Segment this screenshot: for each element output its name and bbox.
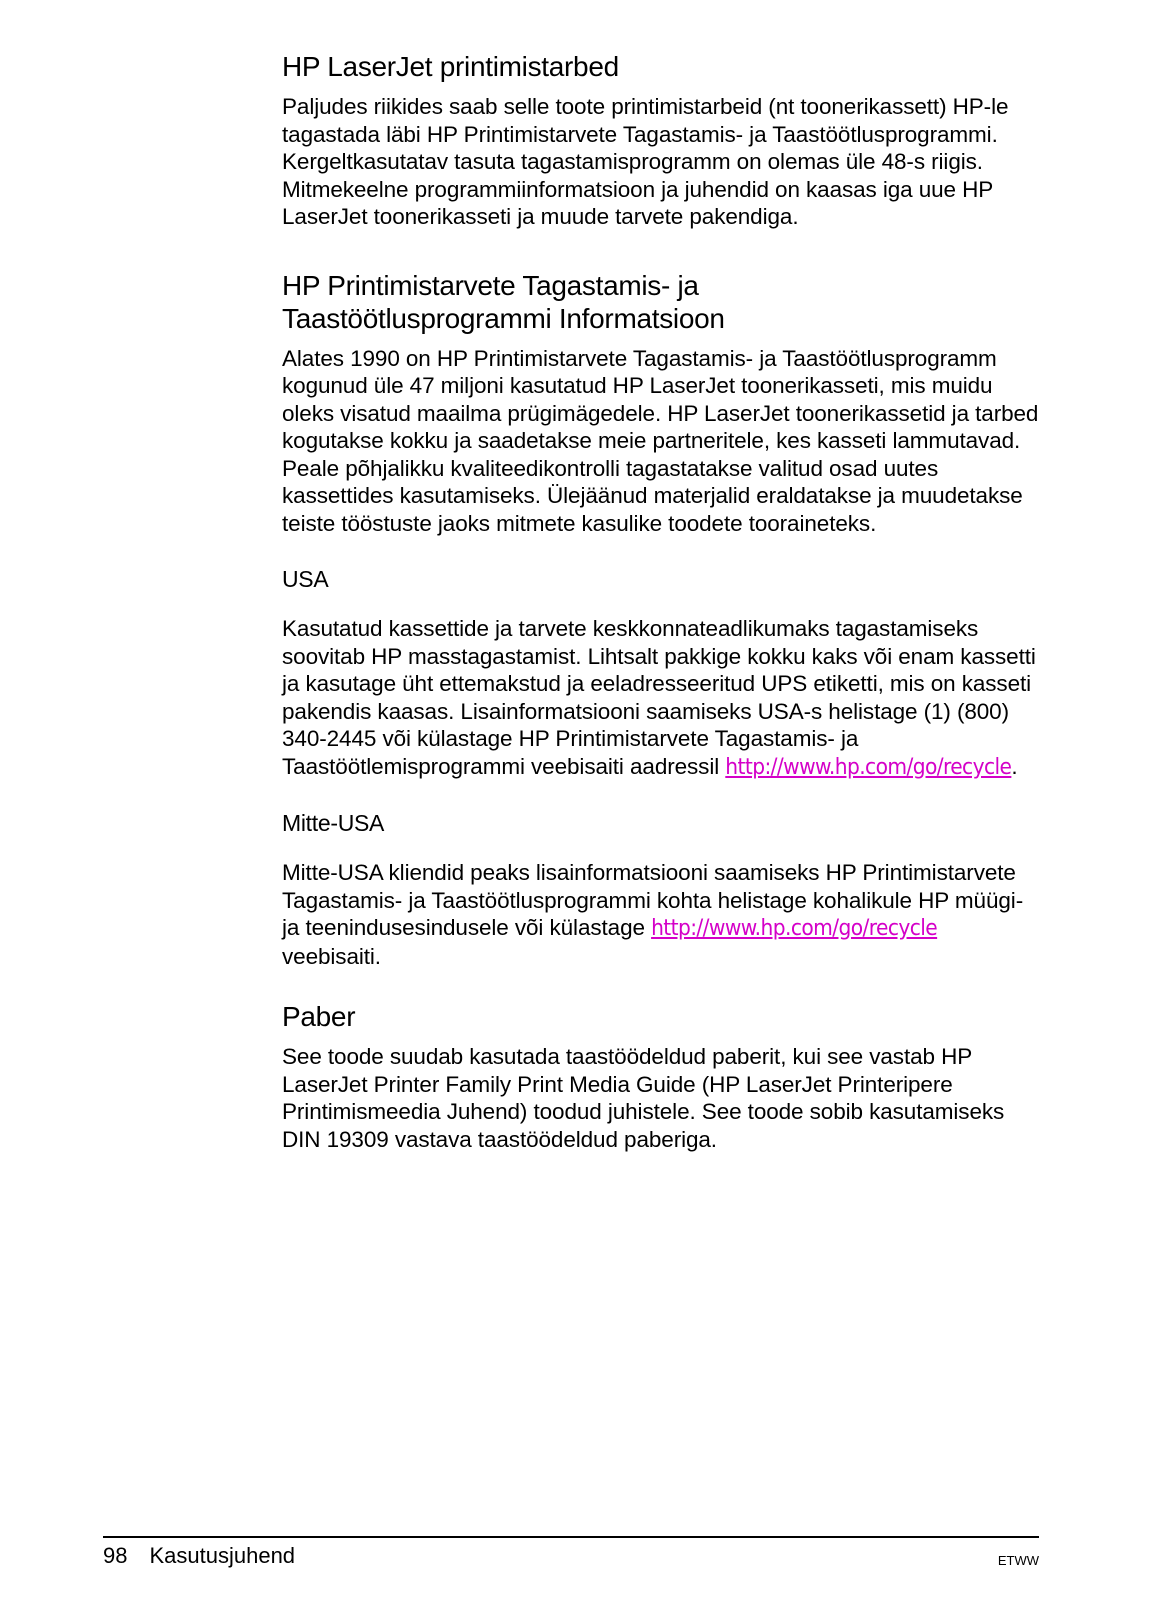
paragraph-non-usa-text: Mitte-USA kliendid peaks lisainformatsiooni saamiseks HP Printimistarvete Tagastamis- ja Taastöötlusprogrammi kohta helistage kohalikule HP müügi- ja teenindusesindusele või külastage — [282, 860, 1024, 940]
recycle-link-usa[interactable]: http://www.hp.com/go/recycle — [725, 753, 1012, 780]
paragraph-non-usa — [282, 859, 1042, 970]
subheading-non-usa: Mitte-USA — [282, 810, 385, 836]
document-title: Kasutusjuhend — [149, 1543, 296, 1568]
paragraph-program: Alates 1990 on HP Printimistarvete Tagastamis- ja Taastöötlusprogramm kogunud üle 47 miljoni kasutatud HP LaserJet toonerikasseti, mis muidu oleks visatud maailma prügimägedele. HP LaserJet toonerikassetid ja tarbed kogutakse kokku ja saadetakse meie partneritele, kes kasseti lammutavad. Peale põhjalikku kvaliteedikontrolli tagastatakse valitud osad uutes kassettides kasutamiseks. Ülejäänud materjalid eraldatakse ja muudetakse teiste tööstuste jaoks mitmete kasulike toodete tooraineteks. — [282, 345, 1039, 536]
section-title-paper: Paber — [282, 1001, 356, 1032]
section-title-program-line1: HP Printimistarvete Tagastamis- ja — [282, 269, 699, 301]
paragraph-non-usa-tail: veebisaiti. — [282, 943, 381, 969]
paragraph-usa-text: Kasutatud kassettide ja tarvete keskkonnateadlikumaks tagastamiseks soovitab HP masstagastamist. Lihtsalt pakkige kokku kaks või enam kassetti ja kasutage üht ettemakstud ja eeladresseeritud UPS etiketti, mis on kasseti pakendis kaasas. Lisainformatsiooni saamiseks USA-s helistage (1) (800) 340-2445 või külastage HP Printimistarvete Tagastamis- ja Taastöötlemisprogrammi veebisaiti aadressil — [282, 616, 1036, 779]
paragraph-usa-tail: . — [1011, 753, 1018, 779]
page-content — [282, 50, 1042, 1153]
paragraph-usa — [282, 615, 1042, 781]
subheading-usa: USA — [282, 566, 329, 592]
section-title-supplies: HP LaserJet printimistarbed — [282, 51, 619, 82]
page-number: 98 — [103, 1543, 128, 1568]
footer-rule — [103, 1536, 1039, 1538]
paragraph-supplies: Paljudes riikides saab selle toote printimistarbeid (nt toonerikassett) HP-le tagastada läbi HP Printimistarvete Tagastamis- ja Taastöötlusprogrammi. Kergeltkasutatav tasuta tagastamisprogramm on olemas üle 48-s riigis. Mitmekeelne programmiinformatsioon ja juhendid on kaasas iga uue HP LaserJet toonerikasseti ja muude tarvete pakendiga. — [282, 94, 1009, 229]
footer-code: ETWW — [997, 1553, 1039, 1568]
section-title-program — [282, 269, 1042, 335]
recycle-link-non-usa[interactable]: http://www.hp.com/go/recycle — [651, 915, 938, 941]
paragraph-paper: See toode suudab kasutada taastöödeldud paberit, kui see vastab HP LaserJet Printer Family Print Media Guide (HP LaserJet Printeripere Printimismeedia Juhend) toodud juhistele. See toode sobib kasutamiseks DIN 19309 vastava taastöödeldud paberiga. — [282, 1044, 1005, 1152]
footer-left — [103, 1542, 295, 1570]
section-title-program-line2: Taastöötlusprogrammi Informatsioon — [282, 302, 725, 334]
